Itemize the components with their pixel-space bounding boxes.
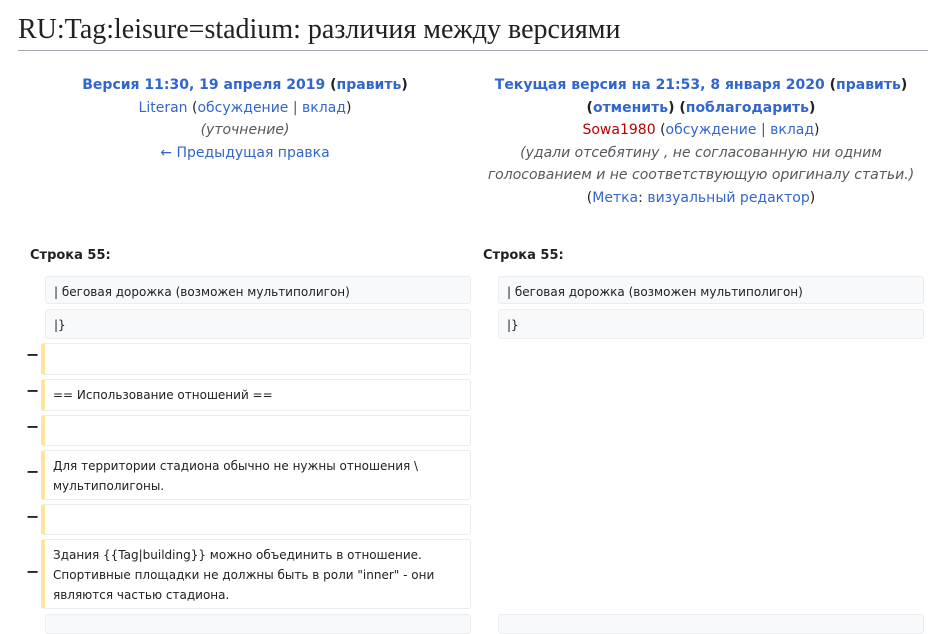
current-edit-summary-line2: голосованием и не соответствующую оригиналу статьи. xyxy=(487,167,909,183)
deleted-marker: − xyxy=(26,507,40,526)
current-user-link[interactable]: Sowa1980 xyxy=(582,122,656,138)
deleted-marker: − xyxy=(26,462,40,481)
deleted-line: Для территории стадиона обычно не нужны отношения \ мультиполигоны. xyxy=(41,450,471,500)
context-line-left-2: |} xyxy=(45,309,471,339)
old-version-link[interactable]: Версия 11:30, 19 апреля 2019 xyxy=(82,77,326,93)
previous-edit-link[interactable]: ← Предыдущая правка xyxy=(160,144,330,161)
current-edit-summary-line1: удали отсебятину , не согласованную ни одним xyxy=(525,144,882,161)
context-line-right-1: | беговая дорожка (возможен мультиполигон) xyxy=(498,276,924,304)
context-line-right-3 xyxy=(498,614,924,634)
right-line-number: Строка 55: xyxy=(483,248,564,263)
old-revision-header: Версия 11:30, 19 апреля 2019 (править) Literan (обсуждение | вклад) (уточнение) ← Предыдущая правка xyxy=(82,77,408,161)
deleted-marker: − xyxy=(26,381,40,400)
deleted-marker: − xyxy=(26,417,40,436)
current-edit-link[interactable]: править xyxy=(836,77,901,93)
tag-value-link[interactable]: визуальный редактор xyxy=(647,189,810,206)
current-revision-header: Текущая версия на 21:53, 8 января 2020 (править) (отменить) (поблагодарить) Sowa1980 (обсуждение | вклад) (удали отсебятину , не согласованную ни одним голосованием и не соответствующую оригиналу статьи.) (Метка: визуальный редактор) xyxy=(487,77,915,206)
deleted-line xyxy=(41,504,471,535)
old-user-link[interactable]: Literan xyxy=(138,99,188,116)
page-title: RU:Tag:leisure=stadium: различия между версиями xyxy=(18,12,928,51)
old-edit-link[interactable]: править xyxy=(336,77,402,93)
current-version-link[interactable]: Текущая версия на 21:53, 8 января 2020 xyxy=(494,77,825,93)
context-line-left-3 xyxy=(45,614,471,634)
tag-link[interactable]: Метка xyxy=(592,189,639,206)
deleted-marker: − xyxy=(26,562,40,581)
deleted-line xyxy=(41,343,471,375)
old-user-talk-link[interactable]: обсуждение xyxy=(197,99,289,116)
old-edit-summary: уточнение xyxy=(206,122,284,138)
current-user-contrib-link[interactable]: вклад xyxy=(770,122,815,138)
deleted-line xyxy=(41,415,471,446)
left-line-number: Строка 55: xyxy=(30,248,111,263)
context-line-left-1: | беговая дорожка (возможен мультиполигон) xyxy=(45,276,471,304)
deleted-line: Здания {{Tag|building}} можно объединить в отношение. Спортивные площадки не должны быть в роли "inner" - они являются частью стадиона. xyxy=(41,539,471,609)
deleted-line: == Использование отношений == xyxy=(41,379,471,411)
undo-link[interactable]: отменить xyxy=(592,99,669,116)
context-line-right-2: |} xyxy=(498,309,924,339)
thank-link[interactable]: поблагодарить xyxy=(685,99,810,116)
current-user-talk-link[interactable]: обсуждение xyxy=(665,122,757,138)
deleted-marker: − xyxy=(26,345,40,364)
old-user-contrib-link[interactable]: вклад xyxy=(302,99,346,116)
